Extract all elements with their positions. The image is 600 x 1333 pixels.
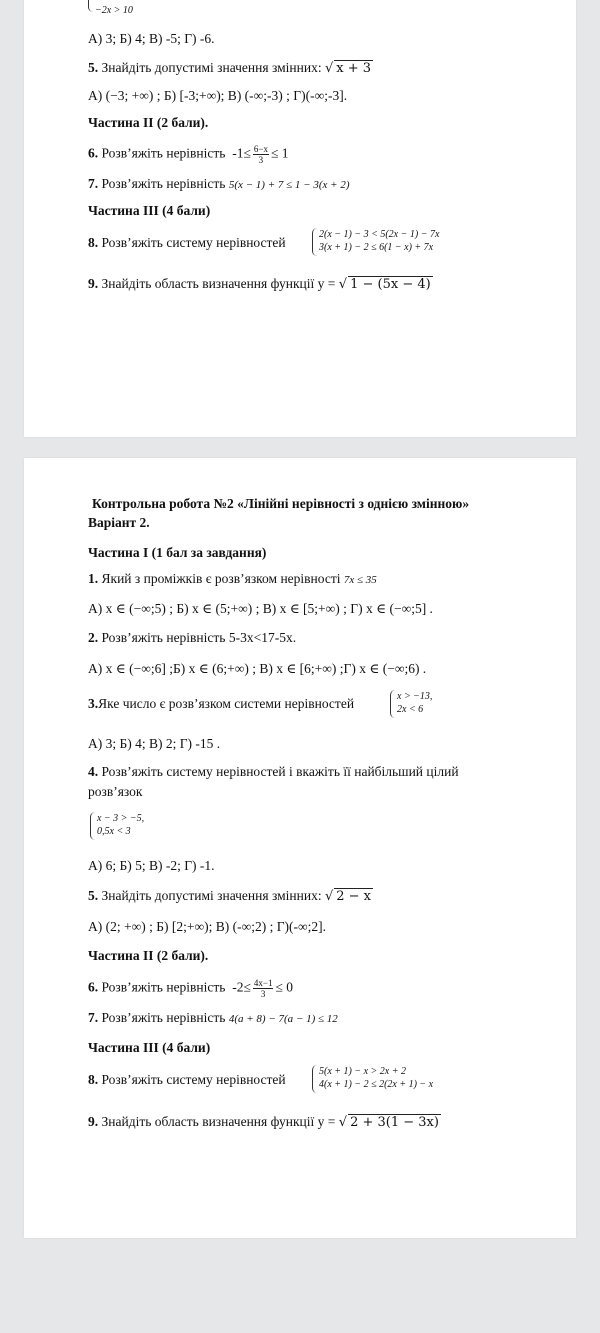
q6-question <box>88 144 289 165</box>
q2-number: 2. <box>88 630 99 645</box>
q1-expression: 7x ≤ 35 <box>343 574 377 586</box>
q6-denominator: 3 <box>258 155 264 165</box>
q9-question: 9. Знайдіть область визначення функції y = √ 1 − (5x − 4) <box>88 276 431 292</box>
q6-number: 6. <box>88 979 99 995</box>
top-fragment: −2x > 10 <box>95 5 133 16</box>
q7-number: 7. <box>88 176 99 191</box>
q7-text: Розв’яжіть нерівність <box>101 1010 226 1025</box>
q8-question <box>88 1072 286 1088</box>
q5-number: 5. <box>88 888 99 903</box>
q3-line-1: x > −13, <box>397 691 433 702</box>
q9-number: 9. <box>88 276 99 291</box>
q3-text: Яке число є розв’язком системи нерівностей <box>98 696 355 711</box>
q1-number: 1. <box>88 571 99 586</box>
top-fragment-system <box>88 4 133 17</box>
q4-answers: А) 3; Б) 4; В) -5; Г) -6. <box>88 31 215 46</box>
q6-text: Розв’яжіть нерівність <box>101 979 226 995</box>
part-2-heading: Частина ІІ (2 бали). <box>88 948 209 963</box>
q3-system <box>390 690 432 718</box>
brace <box>88 0 94 12</box>
q6-right: ≤ 0 <box>275 979 293 995</box>
q1-question <box>88 571 377 588</box>
q2-answers: А) x ∈ (−∞;6] ;Б) x ∈ (6;+∞) ; В) x ∈ [6;+∞) ;Г) x ∈ (−∞;6) . <box>88 661 427 676</box>
q4-number: 4. <box>88 764 99 779</box>
q6-number: 6. <box>88 145 99 161</box>
q6-right: ≤ 1 <box>270 145 289 161</box>
q6-denominator: 3 <box>260 989 266 999</box>
q2-text: Розв’яжіть нерівність 5-3x<17-5x. <box>101 630 297 645</box>
q2-question <box>88 630 296 646</box>
q6-text: Розв’яжіть нерівність <box>101 145 226 161</box>
q9-text: Знайдіть область визначення функції y = <box>101 276 336 291</box>
q5-question: 5. Знайдіть допустимі значення змінних: √ x + 3 <box>88 60 372 76</box>
q3-number: 3. <box>88 696 99 711</box>
q5-answers: А) (2; +∞) ; Б) [2;+∞); В) (-∞;2) ; Г)(-∞;2]. <box>88 919 326 934</box>
page-1 <box>24 0 576 437</box>
q8-system <box>312 1065 433 1093</box>
q6-fraction <box>253 144 269 165</box>
q4-line-2: 0,5x < 3 <box>97 826 131 837</box>
q9-number: 9. <box>88 1114 99 1129</box>
q4-line-1: x − 3 > −5, <box>97 813 145 824</box>
q6-left: -2≤ <box>232 979 251 995</box>
q9-question: 9. Знайдіть область визначення функції y = √ 2 + 3(1 − 3x) <box>88 1114 439 1130</box>
q5-answers: А) (−3; +∞) ; Б) [-3;+∞); В) (-∞;-3) ; Г)(-∞;-3]. <box>88 88 348 103</box>
q5-text: Знайдіть допустимі значення змінних: <box>101 60 322 75</box>
q8-number: 8. <box>88 1072 99 1087</box>
q7-number: 7. <box>88 1010 99 1025</box>
q1-answers: А) x ∈ (−∞;5) ; Б) x ∈ (5;+∞) ; В) x ∈ [5;+∞) ; Г) x ∈ (−∞;5] . <box>88 601 433 616</box>
brace <box>390 690 396 718</box>
q6-numerator: 4x−1 <box>253 978 273 988</box>
q7-expression: 4(a + 8) − 7(a − 1) ≤ 12 <box>228 1013 338 1025</box>
q4-question-line-1 <box>88 764 459 780</box>
part-3-heading: Частина ІІІ (4 бали) <box>88 1040 211 1055</box>
page-title: Контрольна робота №2 «Лінійні нерівності з однією змінною» <box>92 496 470 511</box>
q6-numerator: 6−x <box>253 144 268 154</box>
q6-fraction <box>253 978 274 999</box>
q5-number: 5. <box>88 60 99 75</box>
part-3-heading: Частина ІІІ (4 бали) <box>88 203 211 218</box>
q3-line-2: 2x < 6 <box>397 704 424 715</box>
q7-expression: 5(x − 1) + 7 ≤ 1 − 3(x + 2) <box>228 179 350 191</box>
brace <box>312 1065 318 1093</box>
q5-expression: 2 − x <box>336 889 372 904</box>
q8-text: Розв’яжіть систему нерівностей <box>101 1072 286 1087</box>
q8-number: 8. <box>88 235 99 250</box>
q8-line-2: 3(x + 1) − 2 ≤ 6(1 − x) + 7x <box>319 242 434 253</box>
q8-line-1: 2(x − 1) − 3 < 5(2x − 1) − 7x <box>319 229 440 240</box>
part-1-heading: Частина І (1 бал за завдання) <box>88 545 267 560</box>
q4-text-1: Розв’яжіть систему нерівностей і вкажіть її найбільший цілий <box>101 764 459 779</box>
q8-question <box>88 235 286 251</box>
q3-answers: А) 3; Б) 4; В) 2; Г) -15 . <box>88 736 221 751</box>
q7-text: Розв’яжіть нерівність <box>101 176 226 191</box>
part-2-heading: Частина ІІ (2 бали). <box>88 115 209 130</box>
q7-question <box>88 1010 338 1027</box>
q1-text: Який з проміжків є розв’язком нерівності <box>101 571 341 586</box>
q4-system <box>90 812 144 840</box>
q5-expression: x + 3 <box>336 61 372 76</box>
q7-question <box>88 176 350 193</box>
q9-expression: 2 + 3(1 − 3x) <box>350 1115 439 1130</box>
q5-question: 5. Знайдіть допустимі значення змінних: √ 2 − x <box>88 888 372 904</box>
q8-line-2: 4(x + 1) − 2 ≤ 2(2x + 1) − x <box>319 1079 434 1090</box>
q6-question <box>88 978 293 999</box>
q4-answers: А) 6; Б) 5; В) -2; Г) -1. <box>88 858 215 873</box>
q8-line-1: 5(x + 1) − x > 2x + 2 <box>319 1066 406 1077</box>
brace <box>312 228 318 256</box>
q9-text: Знайдіть область визначення функції y = <box>101 1114 336 1129</box>
brace <box>90 812 96 840</box>
q8-text: Розв’яжіть систему нерівностей <box>101 235 286 250</box>
q6-left: -1≤ <box>232 145 251 161</box>
q8-system <box>312 228 439 256</box>
page-2 <box>24 458 576 1238</box>
q3-question <box>88 696 354 712</box>
q4-text-2: розв’язок <box>88 784 143 799</box>
q9-expression: 1 − (5x − 4) <box>350 277 431 292</box>
q5-text: Знайдіть допустимі значення змінних: <box>101 888 322 903</box>
variant-label: Варіант 2. <box>88 515 150 530</box>
